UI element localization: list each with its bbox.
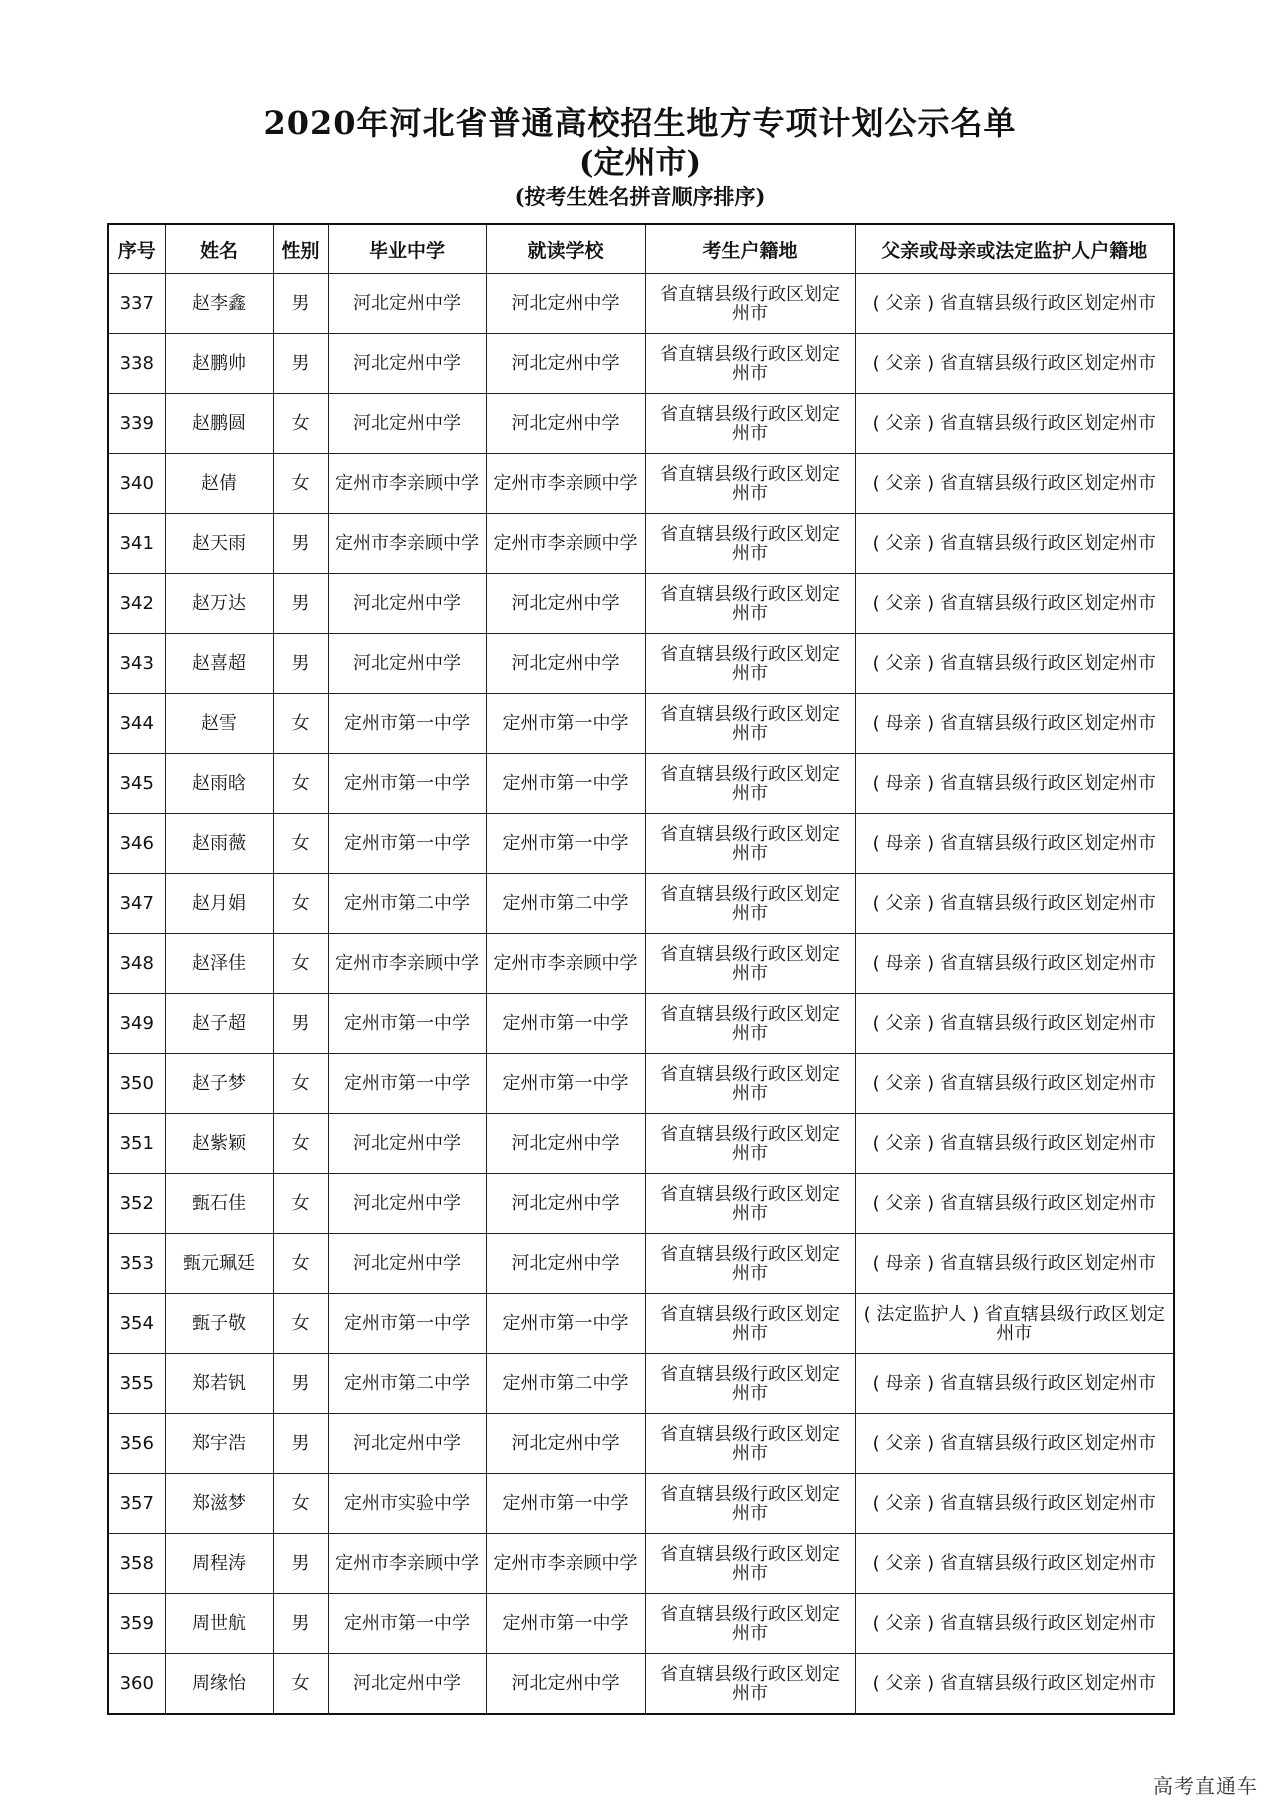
- grad-school-cell: 定州市李亲顾中学: [328, 454, 486, 514]
- seq-cell: 360: [108, 1654, 165, 1715]
- table-row: [108, 694, 1174, 754]
- current-school-cell: 河北定州中学: [486, 1174, 645, 1234]
- gender-cell: 男: [273, 1594, 328, 1654]
- guardian-hukou-cell: ( 父亲 ) 省直辖县级行政区划定州市: [855, 1174, 1174, 1234]
- grad-school-cell: 河北定州中学: [328, 394, 486, 454]
- gender-cell: 女: [273, 934, 328, 994]
- column-header-current-school: 就读学校: [486, 224, 645, 274]
- current-school-cell: 河北定州中学: [486, 394, 645, 454]
- name-cell: 甄石佳: [165, 1174, 273, 1234]
- current-school-cell: 河北定州中学: [486, 574, 645, 634]
- seq-cell: 359: [108, 1594, 165, 1654]
- name-cell: 赵鹏帅: [165, 334, 273, 394]
- seq-cell: 347: [108, 874, 165, 934]
- current-school-cell: 河北定州中学: [486, 634, 645, 694]
- grad-school-cell: 定州市实验中学: [328, 1474, 486, 1534]
- column-header-student-hukou: 考生户籍地: [645, 224, 855, 274]
- grad-school-cell: 定州市第一中学: [328, 754, 486, 814]
- table-row: [108, 334, 1174, 394]
- grad-school-cell: 河北定州中学: [328, 334, 486, 394]
- student-hukou-cell: 省直辖县级行政区划定州市: [645, 814, 855, 874]
- table-row: [108, 1534, 1174, 1594]
- table-row: [108, 1474, 1174, 1534]
- grad-school-cell: 河北定州中学: [328, 274, 486, 334]
- name-cell: 赵紫颖: [165, 1114, 273, 1174]
- name-cell: 郑若钒: [165, 1354, 273, 1414]
- roster-table: [107, 223, 1175, 1715]
- name-cell: 赵泽佳: [165, 934, 273, 994]
- grad-school-cell: 定州市李亲顾中学: [328, 1534, 486, 1594]
- gender-cell: 女: [273, 814, 328, 874]
- guardian-hukou-cell: ( 父亲 ) 省直辖县级行政区划定州市: [855, 1054, 1174, 1114]
- student-hukou-cell: 省直辖县级行政区划定州市: [645, 1294, 855, 1354]
- gender-cell: 男: [273, 334, 328, 394]
- guardian-hukou-cell: ( 母亲 ) 省直辖县级行政区划定州市: [855, 1354, 1174, 1414]
- seq-cell: 356: [108, 1414, 165, 1474]
- table-row: [108, 514, 1174, 574]
- name-cell: 周缘怡: [165, 1654, 273, 1715]
- gender-cell: 女: [273, 694, 328, 754]
- table-row: [108, 814, 1174, 874]
- current-school-cell: 河北定州中学: [486, 1654, 645, 1715]
- name-cell: 赵雨薇: [165, 814, 273, 874]
- seq-cell: 358: [108, 1534, 165, 1594]
- guardian-hukou-cell: ( 父亲 ) 省直辖县级行政区划定州市: [855, 1654, 1174, 1715]
- table-header-row: [108, 224, 1174, 274]
- table-row: [108, 874, 1174, 934]
- name-cell: 赵鹏圆: [165, 394, 273, 454]
- guardian-hukou-cell: ( 父亲 ) 省直辖县级行政区划定州市: [855, 394, 1174, 454]
- gender-cell: 女: [273, 1294, 328, 1354]
- grad-school-cell: 定州市第一中学: [328, 1594, 486, 1654]
- table-row: [108, 1234, 1174, 1294]
- student-hukou-cell: 省直辖县级行政区划定州市: [645, 1114, 855, 1174]
- seq-cell: 340: [108, 454, 165, 514]
- document-subtitle: (定州市): [578, 145, 702, 181]
- seq-cell: 351: [108, 1114, 165, 1174]
- guardian-hukou-cell: ( 父亲 ) 省直辖县级行政区划定州市: [855, 1114, 1174, 1174]
- guardian-hukou-cell: ( 父亲 ) 省直辖县级行政区划定州市: [855, 454, 1174, 514]
- guardian-hukou-cell: ( 父亲 ) 省直辖县级行政区划定州市: [855, 1474, 1174, 1534]
- student-hukou-cell: 省直辖县级行政区划定州市: [645, 1174, 855, 1234]
- gender-cell: 男: [273, 1414, 328, 1474]
- guardian-hukou-cell: ( 父亲 ) 省直辖县级行政区划定州市: [855, 1414, 1174, 1474]
- seq-cell: 354: [108, 1294, 165, 1354]
- table-row: [108, 1654, 1174, 1715]
- current-school-cell: 定州市第一中学: [486, 1474, 645, 1534]
- column-header-seq: 序号: [108, 224, 165, 274]
- grad-school-cell: 定州市第二中学: [328, 874, 486, 934]
- guardian-hukou-cell: ( 母亲 ) 省直辖县级行政区划定州市: [855, 694, 1174, 754]
- table-row: [108, 1354, 1174, 1414]
- current-school-cell: 定州市第一中学: [486, 1294, 645, 1354]
- gender-cell: 男: [273, 574, 328, 634]
- watermark: 高考直通车: [1153, 1774, 1258, 1798]
- current-school-cell: 定州市李亲顾中学: [486, 514, 645, 574]
- current-school-cell: 定州市李亲顾中学: [486, 454, 645, 514]
- seq-cell: 344: [108, 694, 165, 754]
- seq-cell: 342: [108, 574, 165, 634]
- table-row: [108, 1114, 1174, 1174]
- current-school-cell: 定州市第一中学: [486, 1054, 645, 1114]
- name-cell: 郑宇浩: [165, 1414, 273, 1474]
- name-cell: 赵万达: [165, 574, 273, 634]
- table-row: [108, 1594, 1174, 1654]
- student-hukou-cell: 省直辖县级行政区划定州市: [645, 1354, 855, 1414]
- student-hukou-cell: 省直辖县级行政区划定州市: [645, 634, 855, 694]
- seq-cell: 341: [108, 514, 165, 574]
- table-row: [108, 574, 1174, 634]
- student-hukou-cell: 省直辖县级行政区划定州市: [645, 394, 855, 454]
- guardian-hukou-cell: ( 母亲 ) 省直辖县级行政区划定州市: [855, 934, 1174, 994]
- gender-cell: 女: [273, 1474, 328, 1534]
- grad-school-cell: 定州市第一中学: [328, 1054, 486, 1114]
- gender-cell: 女: [273, 874, 328, 934]
- seq-cell: 346: [108, 814, 165, 874]
- student-hukou-cell: 省直辖县级行政区划定州市: [645, 1414, 855, 1474]
- guardian-hukou-cell: ( 父亲 ) 省直辖县级行政区划定州市: [855, 1594, 1174, 1654]
- grad-school-cell: 定州市第一中学: [328, 1294, 486, 1354]
- current-school-cell: 河北定州中学: [486, 274, 645, 334]
- guardian-hukou-cell: ( 父亲 ) 省直辖县级行政区划定州市: [855, 514, 1174, 574]
- seq-cell: 352: [108, 1174, 165, 1234]
- student-hukou-cell: 省直辖县级行政区划定州市: [645, 1534, 855, 1594]
- column-header-guardian-hukou: 父亲或母亲或法定监护人户籍地: [855, 224, 1174, 274]
- student-hukou-cell: 省直辖县级行政区划定州市: [645, 694, 855, 754]
- seq-cell: 343: [108, 634, 165, 694]
- student-hukou-cell: 省直辖县级行政区划定州市: [645, 514, 855, 574]
- seq-cell: 350: [108, 1054, 165, 1114]
- guardian-hukou-cell: ( 母亲 ) 省直辖县级行政区划定州市: [855, 754, 1174, 814]
- name-cell: 甄子敬: [165, 1294, 273, 1354]
- name-cell: 赵月娟: [165, 874, 273, 934]
- table-body: [108, 274, 1174, 1715]
- gender-cell: 女: [273, 1054, 328, 1114]
- grad-school-cell: 河北定州中学: [328, 1114, 486, 1174]
- table-row: [108, 454, 1174, 514]
- table-row: [108, 934, 1174, 994]
- gender-cell: 男: [273, 1354, 328, 1414]
- guardian-hukou-cell: ( 父亲 ) 省直辖县级行政区划定州市: [855, 334, 1174, 394]
- document-title: 2020年河北省普通高校招生地方专项计划公示名单: [263, 104, 1017, 142]
- seq-cell: 337: [108, 274, 165, 334]
- current-school-cell: 定州市第一中学: [486, 814, 645, 874]
- column-header-gender: 性别: [273, 224, 328, 274]
- table-row: [108, 274, 1174, 334]
- name-cell: 赵天雨: [165, 514, 273, 574]
- seq-cell: 339: [108, 394, 165, 454]
- name-cell: 赵李鑫: [165, 274, 273, 334]
- gender-cell: 女: [273, 754, 328, 814]
- column-header-name: 姓名: [165, 224, 273, 274]
- student-hukou-cell: 省直辖县级行政区划定州市: [645, 1654, 855, 1715]
- table-row: [108, 1414, 1174, 1474]
- grad-school-cell: 定州市第一中学: [328, 814, 486, 874]
- grad-school-cell: 河北定州中学: [328, 634, 486, 694]
- current-school-cell: 河北定州中学: [486, 1234, 645, 1294]
- current-school-cell: 定州市第一中学: [486, 754, 645, 814]
- gender-cell: 女: [273, 454, 328, 514]
- table-row: [108, 754, 1174, 814]
- table-row: [108, 1054, 1174, 1114]
- gender-cell: 女: [273, 1654, 328, 1715]
- guardian-hukou-cell: ( 法定监护人 ) 省直辖县级行政区划定州市: [855, 1294, 1174, 1354]
- guardian-hukou-cell: ( 母亲 ) 省直辖县级行政区划定州市: [855, 814, 1174, 874]
- current-school-cell: 定州市第二中学: [486, 874, 645, 934]
- name-cell: 周世航: [165, 1594, 273, 1654]
- grad-school-cell: 定州市李亲顾中学: [328, 514, 486, 574]
- student-hukou-cell: 省直辖县级行政区划定州市: [645, 1594, 855, 1654]
- grad-school-cell: 河北定州中学: [328, 1654, 486, 1715]
- guardian-hukou-cell: ( 母亲 ) 省直辖县级行政区划定州市: [855, 1234, 1174, 1294]
- student-hukou-cell: 省直辖县级行政区划定州市: [645, 1474, 855, 1534]
- current-school-cell: 定州市第一中学: [486, 694, 645, 754]
- student-hukou-cell: 省直辖县级行政区划定州市: [645, 1054, 855, 1114]
- gender-cell: 女: [273, 1174, 328, 1234]
- sort-note: (按考生姓名拼音顺序排序): [514, 184, 766, 209]
- student-hukou-cell: 省直辖县级行政区划定州市: [645, 274, 855, 334]
- grad-school-cell: 河北定州中学: [328, 1414, 486, 1474]
- current-school-cell: 河北定州中学: [486, 1114, 645, 1174]
- name-cell: 甄元珮廷: [165, 1234, 273, 1294]
- current-school-cell: 定州市李亲顾中学: [486, 934, 645, 994]
- current-school-cell: 定州市第一中学: [486, 994, 645, 1054]
- guardian-hukou-cell: ( 父亲 ) 省直辖县级行政区划定州市: [855, 634, 1174, 694]
- guardian-hukou-cell: ( 父亲 ) 省直辖县级行政区划定州市: [855, 1534, 1174, 1594]
- table-row: [108, 1174, 1174, 1234]
- student-hukou-cell: 省直辖县级行政区划定州市: [645, 754, 855, 814]
- gender-cell: 男: [273, 514, 328, 574]
- grad-school-cell: 定州市第二中学: [328, 1354, 486, 1414]
- seq-cell: 353: [108, 1234, 165, 1294]
- guardian-hukou-cell: ( 父亲 ) 省直辖县级行政区划定州市: [855, 874, 1174, 934]
- table-row: [108, 1294, 1174, 1354]
- current-school-cell: 定州市第一中学: [486, 1594, 645, 1654]
- guardian-hukou-cell: ( 父亲 ) 省直辖县级行政区划定州市: [855, 274, 1174, 334]
- grad-school-cell: 定州市第一中学: [328, 994, 486, 1054]
- gender-cell: 女: [273, 394, 328, 454]
- seq-cell: 357: [108, 1474, 165, 1534]
- seq-cell: 355: [108, 1354, 165, 1414]
- grad-school-cell: 河北定州中学: [328, 1174, 486, 1234]
- gender-cell: 男: [273, 1534, 328, 1594]
- name-cell: 赵子梦: [165, 1054, 273, 1114]
- name-cell: 赵雨晗: [165, 754, 273, 814]
- table-row: [108, 394, 1174, 454]
- seq-cell: 348: [108, 934, 165, 994]
- name-cell: 郑滋梦: [165, 1474, 273, 1534]
- gender-cell: 男: [273, 634, 328, 694]
- student-hukou-cell: 省直辖县级行政区划定州市: [645, 994, 855, 1054]
- gender-cell: 女: [273, 1114, 328, 1174]
- seq-cell: 338: [108, 334, 165, 394]
- current-school-cell: 定州市第二中学: [486, 1354, 645, 1414]
- grad-school-cell: 河北定州中学: [328, 1234, 486, 1294]
- student-hukou-cell: 省直辖县级行政区划定州市: [645, 874, 855, 934]
- current-school-cell: 河北定州中学: [486, 1414, 645, 1474]
- student-hukou-cell: 省直辖县级行政区划定州市: [645, 574, 855, 634]
- seq-cell: 345: [108, 754, 165, 814]
- table-row: [108, 994, 1174, 1054]
- guardian-hukou-cell: ( 父亲 ) 省直辖县级行政区划定州市: [855, 574, 1174, 634]
- grad-school-cell: 定州市第一中学: [328, 694, 486, 754]
- seq-cell: 349: [108, 994, 165, 1054]
- name-cell: 赵子超: [165, 994, 273, 1054]
- name-cell: 赵喜超: [165, 634, 273, 694]
- student-hukou-cell: 省直辖县级行政区划定州市: [645, 1234, 855, 1294]
- gender-cell: 男: [273, 274, 328, 334]
- name-cell: 赵雪: [165, 694, 273, 754]
- grad-school-cell: 定州市李亲顾中学: [328, 934, 486, 994]
- gender-cell: 女: [273, 1234, 328, 1294]
- table-row: [108, 634, 1174, 694]
- column-header-grad-school: 毕业中学: [328, 224, 486, 274]
- grad-school-cell: 河北定州中学: [328, 574, 486, 634]
- guardian-hukou-cell: ( 父亲 ) 省直辖县级行政区划定州市: [855, 994, 1174, 1054]
- current-school-cell: 定州市李亲顾中学: [486, 1534, 645, 1594]
- name-cell: 赵倩: [165, 454, 273, 514]
- name-cell: 周程涛: [165, 1534, 273, 1594]
- gender-cell: 男: [273, 994, 328, 1054]
- current-school-cell: 河北定州中学: [486, 334, 645, 394]
- student-hukou-cell: 省直辖县级行政区划定州市: [645, 934, 855, 994]
- student-hukou-cell: 省直辖县级行政区划定州市: [645, 454, 855, 514]
- student-hukou-cell: 省直辖县级行政区划定州市: [645, 334, 855, 394]
